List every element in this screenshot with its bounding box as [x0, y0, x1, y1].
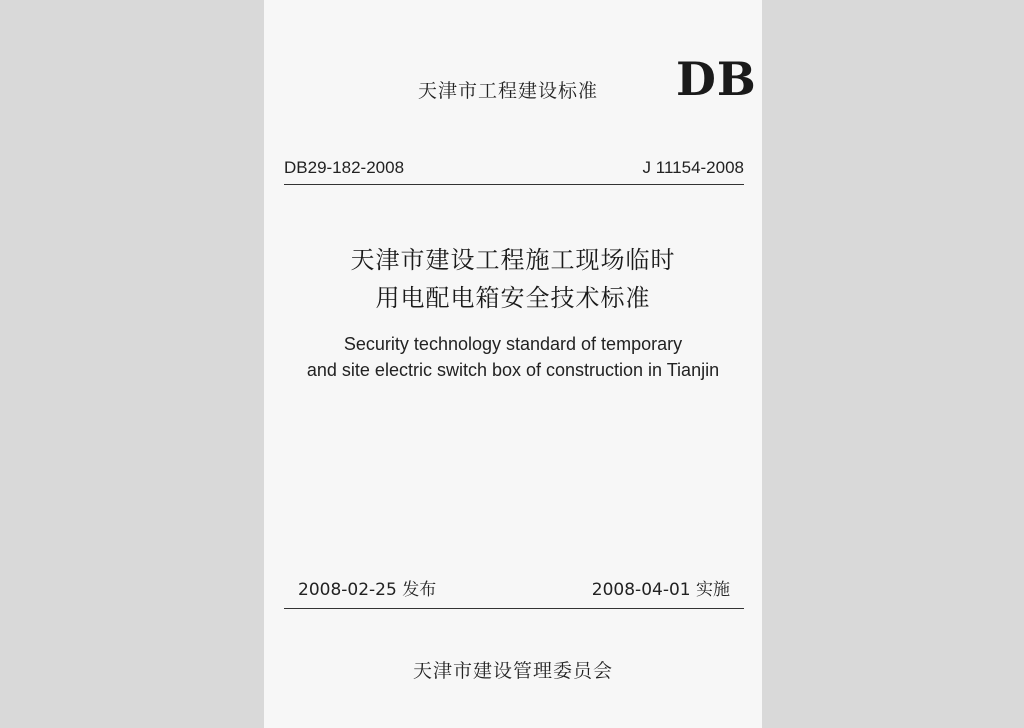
- effective-date: 2008-04-01 实施: [591, 580, 730, 600]
- standard-number: DB29-182-2008: [284, 158, 405, 177]
- issuing-authority: 天津市建设管理委员会: [412, 660, 613, 682]
- title-en-line1: Security technology standard of temporary: [343, 334, 683, 354]
- top-divider: [284, 184, 744, 185]
- title-en-line2: and site electric switch box of construction in Tianjin: [306, 360, 720, 380]
- series-title: 天津市工程建设标准: [418, 80, 599, 102]
- issue-date: 2008-02-25 发布: [298, 580, 437, 600]
- db-logo: DB: [676, 52, 757, 106]
- record-number: J 11154-2008: [642, 158, 744, 177]
- title-cn-line2: 用电配电箱安全技术标准: [375, 284, 651, 312]
- title-cn-line1: 天津市建设工程施工现场临时: [350, 246, 676, 274]
- bottom-divider: [284, 608, 744, 609]
